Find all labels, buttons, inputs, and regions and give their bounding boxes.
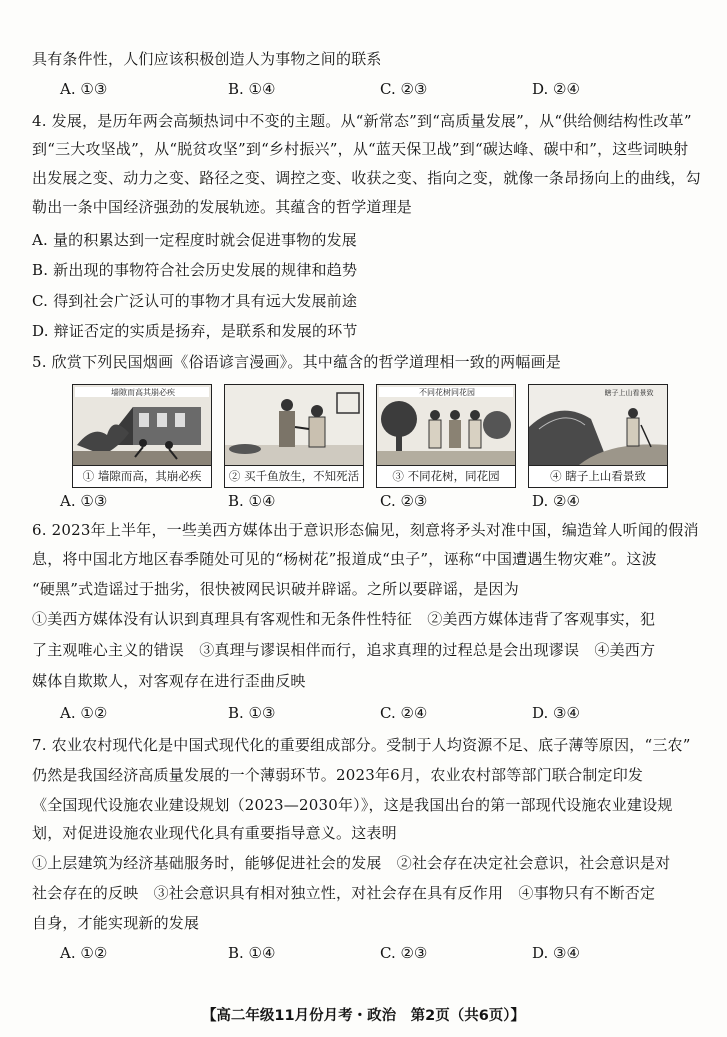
answer-option-b: B. ①③ bbox=[228, 704, 276, 722]
question-7-stem-line-3: 《全国现代设施农业建设规划（2023—2030年）》，这是我国出台的第一部现代设施农业建设规 bbox=[32, 796, 673, 814]
cartoon-4-caption: ④ 瞎子上山看景致 bbox=[528, 466, 668, 488]
cartoon-4-image bbox=[528, 384, 668, 466]
question-6-statements-line-3: 媒体自欺欺人，对客观存在进行歪曲反映 bbox=[32, 672, 306, 690]
question-4-option-b: B. 新出现的事物符合社会历史发展的规律和趋势 bbox=[32, 261, 358, 279]
question-6-statements-line-1: ①美西方媒体没有认识到真理具有客观性和无条件性特征 ②美西方媒体违背了客观事实，犯 bbox=[32, 610, 656, 628]
question-4-stem-line-2: 到“三大攻坚战”，从“脱贫攻坚”到“乡村振兴”，从“蓝天保卫战”到“碳达峰、碳中和”，这些词映射 bbox=[32, 140, 689, 158]
cartoon-3-caption: ③ 不同花树，同花园 bbox=[376, 466, 516, 488]
question-6-answer-options bbox=[32, 702, 699, 724]
question-4-option-c: C. 得到社会广泛认可的事物才具有远大发展前途 bbox=[32, 292, 358, 310]
question-7-stem-line-1: 7. 农业农村现代化是中国式现代化的重要组成部分。受制于人均资源不足、底子薄等原因，“三农” bbox=[32, 736, 691, 754]
answer-option-d: D. ③④ bbox=[532, 704, 580, 722]
cartoon-4-title: 瞎子上山看景致 bbox=[604, 389, 654, 397]
question-5-stem: 5. 欣赏下列民国烟画《俗语谚言漫画》。其中蕴含的哲学道理相一致的两幅画是 bbox=[32, 353, 561, 371]
answer-option-c: C. ②④ bbox=[380, 704, 428, 722]
cartoon-2 bbox=[224, 384, 364, 490]
question-3-option-text: 具有条件性，人们应该积极创造人为事物之间的联系 bbox=[32, 50, 382, 68]
answer-option-c: C. ②③ bbox=[380, 944, 428, 962]
cartoon-3-image bbox=[376, 384, 516, 466]
question-3-answer-options bbox=[32, 78, 699, 100]
question-7-statements-line-2: 社会存在的反映 ③社会意识具有相对独立性，对社会存在具有反作用 ④事物只有不断否定 bbox=[32, 884, 656, 902]
question-7-statements-line-3: 自身，才能实现新的发展 bbox=[32, 914, 200, 932]
answer-option-d: D. ③④ bbox=[532, 944, 580, 962]
cartoon-1-image bbox=[72, 384, 212, 466]
cartoon-1 bbox=[72, 384, 212, 490]
question-4-stem-line-3: 出发展之变、动力之变、路径之变、调控之变、收获之变、指向之变，就像一条昂扬向上的曲线，勾 bbox=[32, 169, 701, 187]
question-7-stem-line-2: 仍然是我国经济高质量发展的一个薄弱环节。2023年6月，农业农村部等部门联合制定印发 bbox=[32, 766, 644, 784]
answer-option-b: B. ①④ bbox=[228, 80, 276, 98]
answer-option-d: D. ②④ bbox=[532, 492, 580, 510]
answer-option-a: A. ①③ bbox=[60, 492, 108, 510]
answer-option-c: C. ②③ bbox=[380, 492, 428, 510]
question-7-stem-line-4: 划，对促进设施农业现代化具有重要指导意义。这表明 bbox=[32, 824, 397, 842]
cartoon-3-title: 不同花树同花园 bbox=[419, 388, 475, 397]
cartoon-3 bbox=[376, 384, 516, 490]
question-6-statements-line-2: 了主观唯心主义的错误 ③真理与谬误相伴而行，追求真理的过程总是会出现谬误 ④美西方 bbox=[32, 641, 656, 659]
cartoon-2-caption: ② 买千鱼放生，不知死活 bbox=[224, 466, 364, 488]
question-6-stem-line-1: 6. 2023年上半年，一些美西方媒体出于意识形态偏见，刻意将矛头对准中国，编造耸人听闻的假消 bbox=[32, 521, 699, 539]
answer-option-c: C. ②③ bbox=[380, 80, 428, 98]
cartoon-1-title: 墙隙而高其崩必疾 bbox=[111, 388, 175, 397]
question-4-option-a: A. 量的积累达到一定程度时就会促进事物的发展 bbox=[32, 231, 357, 249]
question-7-statements-line-1: ①上层建筑为经济基础服务时，能够促进社会的发展 ②社会存在决定社会意识，社会意识是对 bbox=[32, 854, 671, 872]
question-7-answer-options bbox=[32, 942, 699, 964]
answer-option-d: D. ②④ bbox=[532, 80, 580, 98]
cartoon-gallery bbox=[72, 384, 680, 490]
answer-option-a: A. ①② bbox=[60, 944, 108, 962]
question-4-option-d: D. 辩证否定的实质是扬弃，是联系和发展的环节 bbox=[32, 322, 358, 340]
question-6-stem-line-3: “硬黑”式造谣过于拙劣，很快被网民识破并辟谣。之所以要辟谣，是因为 bbox=[32, 580, 519, 598]
cartoon-2-image bbox=[224, 384, 364, 466]
answer-option-a: A. ①② bbox=[60, 704, 108, 722]
answer-option-b: B. ①④ bbox=[228, 492, 276, 510]
answer-option-b: B. ①④ bbox=[228, 944, 276, 962]
question-6-stem-line-2: 息，将中国北方地区春季随处可见的“杨树花”报道成“虫子”，诬称“中国遭遇生物灾难”。这波 bbox=[32, 550, 657, 568]
question-5-answer-options bbox=[32, 490, 699, 512]
question-4-stem-line-4: 勒出一条中国经济强劲的发展轨迹。其蕴含的哲学道理是 bbox=[32, 198, 413, 216]
page-footer: 【高二年级11月份月考・政治 第2页（共6页）】 bbox=[201, 1008, 526, 1024]
answer-option-a: A. ①③ bbox=[60, 80, 108, 98]
cartoon-1-caption: ① 墙隙而高，其崩必疾 bbox=[72, 466, 212, 488]
question-4-stem-line-1: 4. 发展，是历年两会高频热词中不变的主题。从“新常态”到“高质量发展”，从“供给侧结构性改革” bbox=[32, 112, 692, 130]
cartoon-4 bbox=[528, 384, 668, 490]
